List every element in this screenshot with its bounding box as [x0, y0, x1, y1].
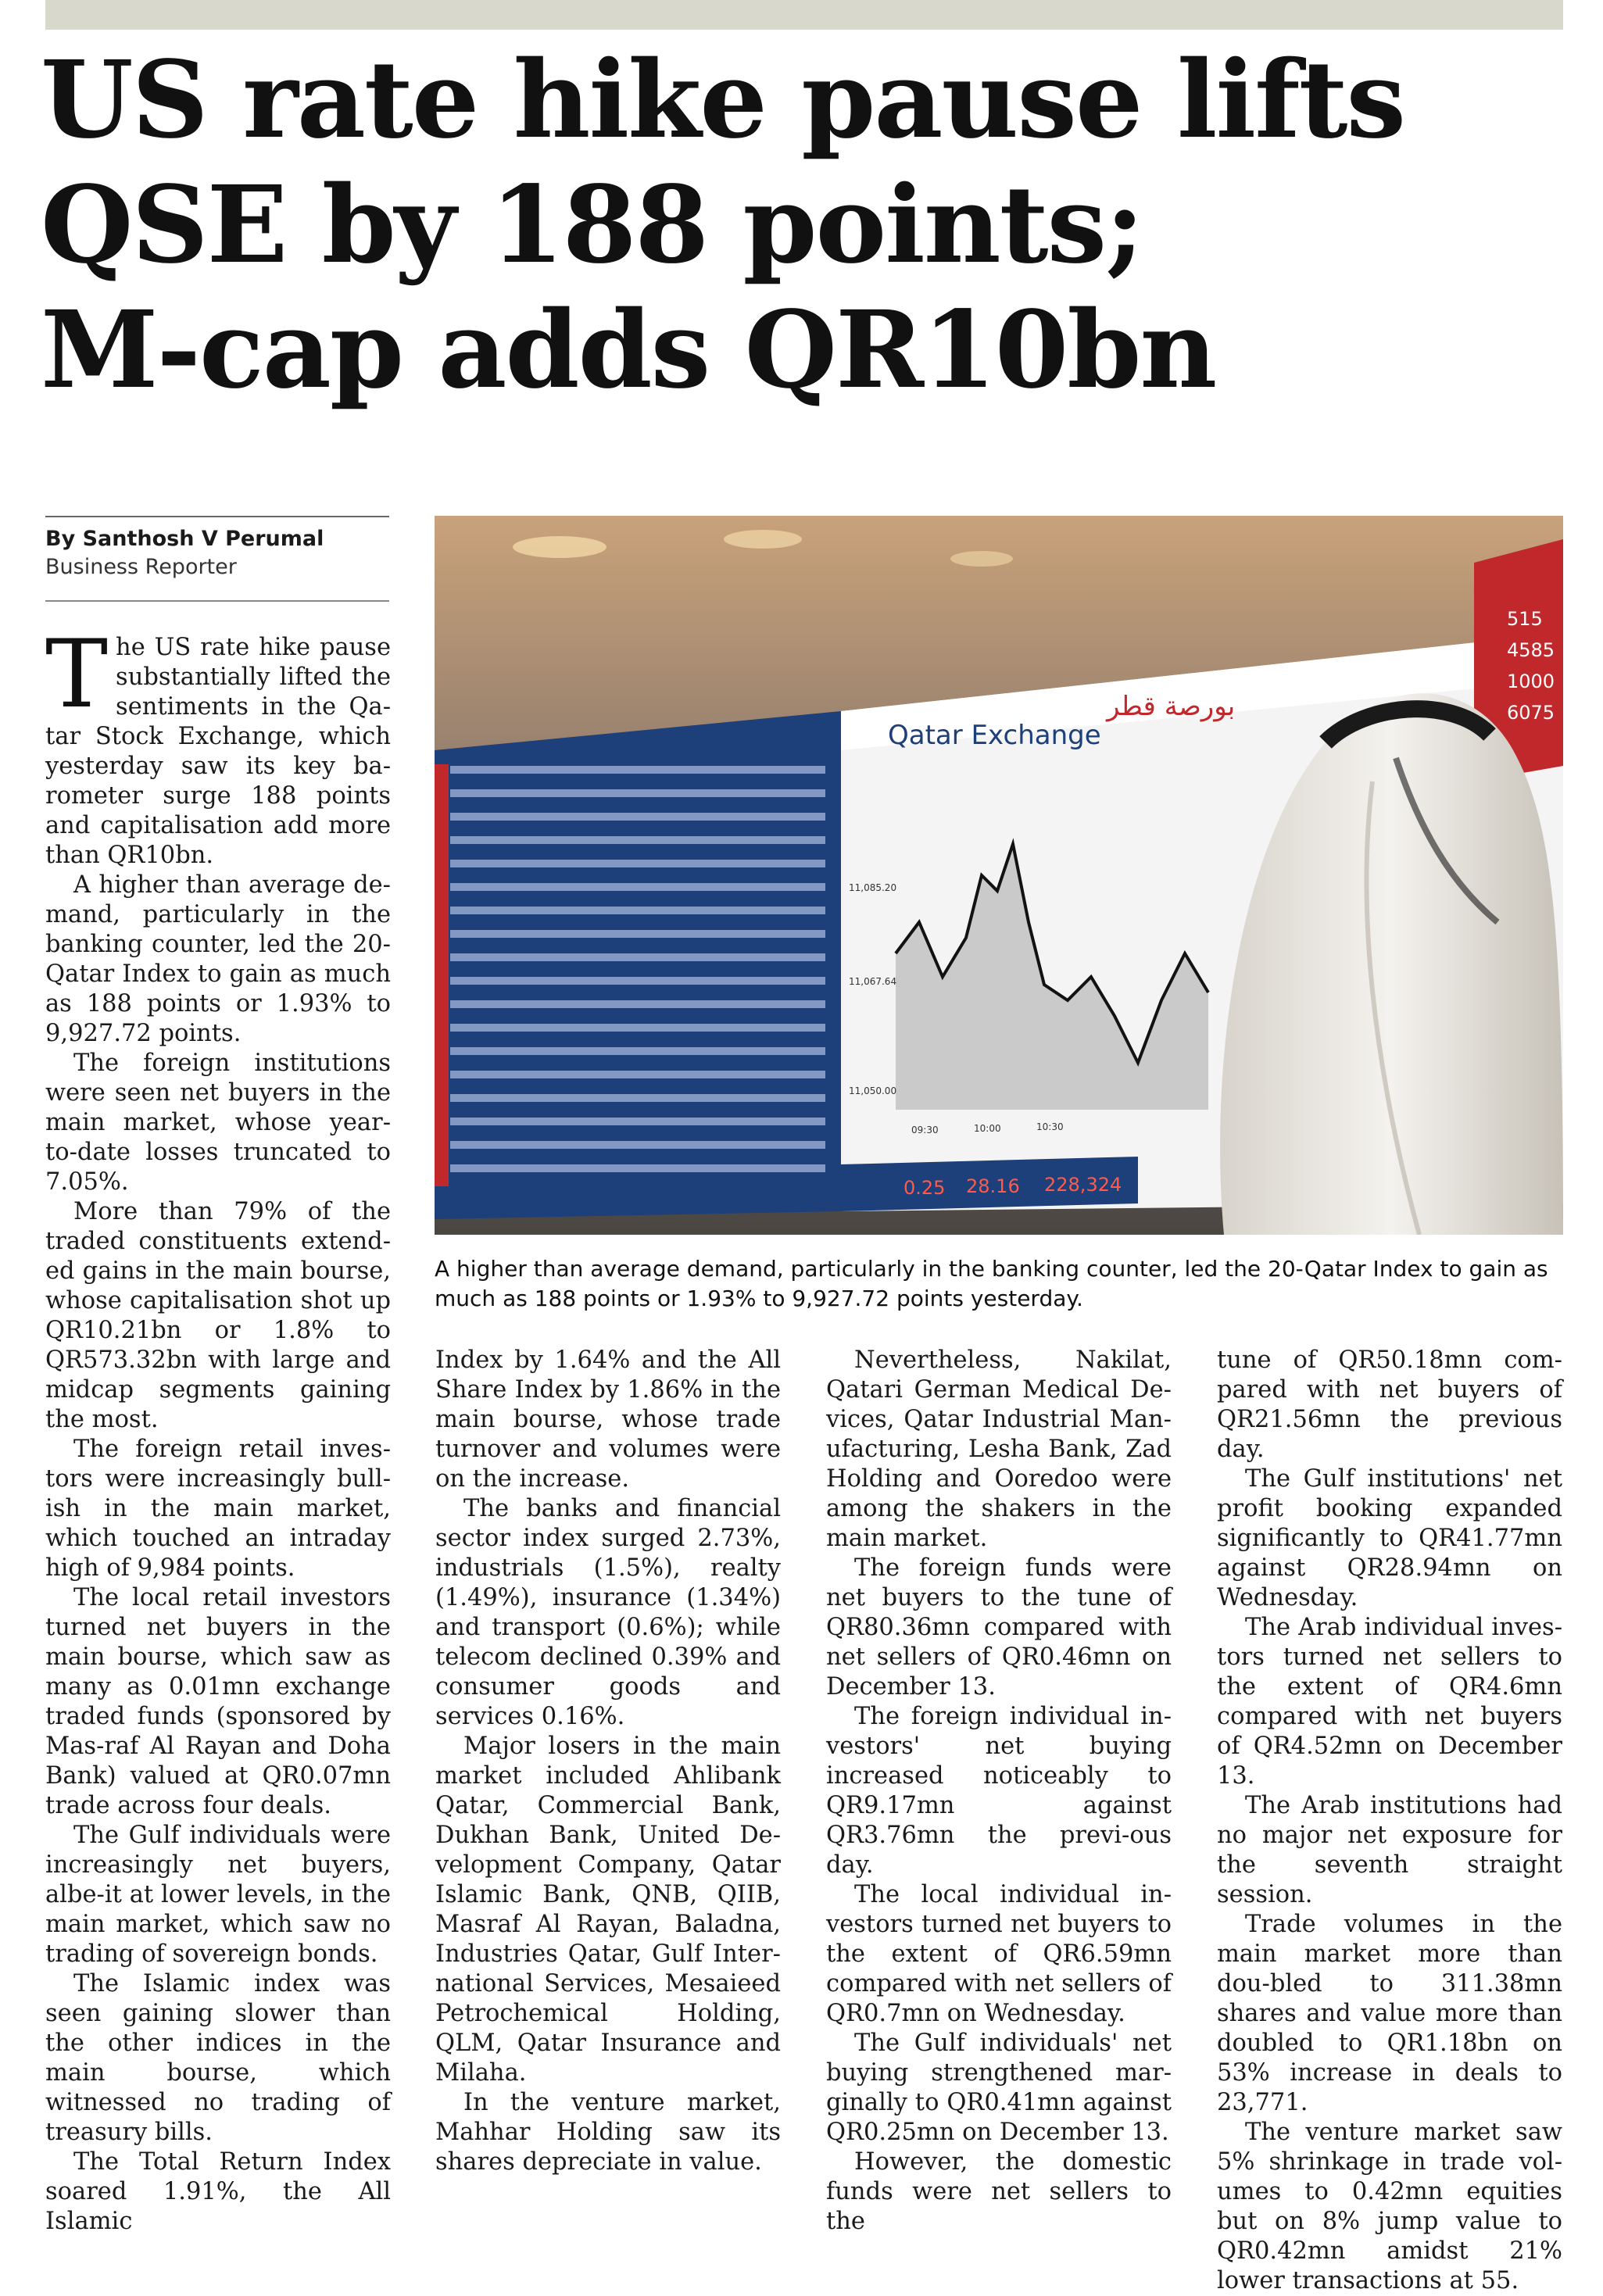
- bottom-value-2: 28.16: [966, 1175, 1020, 1197]
- paragraph: The Islamic index was seen gaining slower than the other indices in the main bourse, which witnessed no trading of treasury bills.: [45, 1970, 391, 2146]
- headline-line-1: US rate hike pause lifts: [41, 38, 1405, 163]
- axis-value-2: 11,067.64: [849, 976, 897, 987]
- article-column-4: [1217, 1346, 1562, 2296]
- paragraph: The foreign retail inves-tors were increasingly bull-ish in the main market, which touched an intraday high of 9,984 points.: [45, 1436, 391, 1582]
- paragraph: tune of QR50.18mn com-pared with net buyers of QR21.56mn the previous day.: [1217, 1346, 1562, 1463]
- paragraph: The Gulf institutions' net profit booking expanded significantly to QR41.77mn against QR28.94mn on Wednesday.: [1217, 1465, 1562, 1611]
- author-name: By Santhosh V Perumal: [45, 527, 324, 551]
- article-column-1: [45, 620, 391, 2237]
- headline: [41, 38, 1573, 413]
- paragraph: The foreign institutions were seen net buyers in the main market, whose year-to-date losses truncated to 7.05%.: [45, 1050, 391, 1196]
- drop-cap: T: [45, 620, 109, 729]
- stock-exchange-photo: [435, 516, 1563, 1235]
- paragraph: Trade volumes in the main market more than dou-bled to 311.38mn shares and value more than doubled to QR1.18bn on 53% increase in deals to 23,771.: [1217, 1911, 1562, 2116]
- paragraph: The Arab individual inves-tors turned net sellers to the extent of QR4.6mn compared with net buyers of QR4.52mn on December 13.: [1217, 1614, 1562, 1790]
- paragraph: A higher than average de-mand, particularly in the banking counter, led the 20-Qatar Index to gain as much as 188 points or 1.93% to 9,927.72 points.: [45, 871, 391, 1047]
- right-value-1: 515: [1507, 608, 1543, 630]
- right-value-3: 1000: [1507, 671, 1555, 692]
- byline: [45, 525, 389, 581]
- paragraph: The local individual in-vestors turned net buyers to the extent of QR6.59mn compared with net sellers of QR0.7mn on Wednesday.: [826, 1881, 1172, 2027]
- paragraph: The Arab institutions had no major net exposure for the seventh straight session.: [1217, 1792, 1562, 1908]
- photo-caption: A higher than average demand, particularly in the banking counter, led the 20-Qatar Index to gain as much as 188 points or 1.93% to 9,927.72 points yesterday.: [435, 1256, 1548, 1311]
- photo-illustration: [435, 516, 1563, 1235]
- paragraph: The foreign individual in-vestors' net buying increased noticeably to QR9.17mn against QR3.76mn the previ-ous day.: [826, 1703, 1172, 1879]
- paragraph: Major losers in the main market included Ahlibank Qatar, Commercial Bank, Dukhan Bank, United De-velopment Company, Qatar Islamic Bank, QNB, QIIB, Masraf Al Rayan, Baladna, Industries Qatar, Gulf Inter-national Services, Mesaieed Petrochemical Holding, QLM, Qatar Insurance and Milaha.: [435, 1733, 781, 2087]
- paragraph: However, the domestic funds were net sellers to the: [826, 2148, 1172, 2235]
- paragraph: The foreign funds were net buyers to the tune of QR80.36mn compared with net sellers of QR0.46mn on December 13.: [826, 1554, 1172, 1701]
- bottom-value-3: 228,324: [1044, 1174, 1122, 1196]
- paragraph-1: [45, 620, 391, 871]
- byline-bottom-rule: [45, 600, 389, 602]
- paragraph: The Total Return Index soared 1.91%, the All Islamic: [45, 2148, 391, 2235]
- paragraph: The Gulf individuals were increasingly net buyers, albe-it at lower levels, in the main market, which saw no trading of sovereign bonds.: [45, 1822, 391, 1968]
- paragraph: The local retail investors turned net buyers in the main bourse, which saw as many as 0.01mn exchange traded funds (sponsored by Mas-raf Al Rayan and Doha Bank) valued at QR0.07mn trade across four deals.: [45, 1584, 391, 1819]
- paragraph: The Gulf individuals' net buying strengthened mar-ginally to QR0.41mn against QR0.25mn on December 13.: [826, 2030, 1172, 2146]
- article-column-2: [435, 1346, 781, 2177]
- bottom-value-1: 0.25: [903, 1177, 946, 1199]
- time-label-1: 09:30: [911, 1125, 939, 1135]
- screen-arabic-label: بورصة قطر: [1107, 691, 1236, 722]
- article-column-3: [826, 1346, 1172, 2237]
- headline-line-2: QSE by 188 points;: [41, 163, 1143, 288]
- byline-top-rule: [45, 516, 389, 517]
- paragraph: The banks and financial sector index surged 2.73%, industrials (1.5%), realty (1.49%), insurance (1.34%) and transport (0.6%); while telecom declined 0.39% and consumer goods and services 0.16%.: [435, 1495, 781, 1730]
- axis-value-3: 11,050.00: [849, 1085, 897, 1096]
- right-value-4: 6075: [1507, 702, 1555, 724]
- time-label-2: 10:00: [974, 1123, 1001, 1134]
- paragraph-1-text: he US rate hike pause substantially lifted the sentiments in the Qa-tar Stock Exchange, which yesterday saw its key ba-rometer surge 188 points and capitalisation add more than QR10bn.: [45, 634, 391, 869]
- author-role: Business Reporter: [45, 555, 237, 579]
- top-color-bar: [45, 0, 1563, 30]
- right-value-2: 4585: [1507, 639, 1555, 661]
- paragraph: Index by 1.64% and the All Share Index by 1.86% in the main bourse, whose trade turnover and volumes were on the increase.: [435, 1346, 781, 1493]
- paragraph: The venture market saw 5% shrinkage in trade vol-umes to 0.42mn equities but on 8% jump value to QR0.42mn amidst 21% lower transactions at 55.: [1217, 2119, 1562, 2294]
- paragraph: In the venture market, Mahhar Holding saw its shares depreciate in value.: [435, 2089, 781, 2176]
- axis-value-1: 11,085.20: [849, 882, 897, 893]
- headline-line-3: M-cap adds QR10bn: [41, 288, 1216, 413]
- paragraph: Nevertheless, Nakilat, Qatari German Medical De-vices, Qatar Industrial Man-ufacturing, Lesha Bank, Zad Holding and Ooredoo were among the shakers in the main market.: [826, 1346, 1172, 1552]
- time-label-3: 10:30: [1036, 1121, 1064, 1132]
- screen-label: Qatar Exchange: [888, 720, 1101, 751]
- paragraph: More than 79% of the traded constituents extend-ed gains in the main bourse, whose capitalisation shot up QR10.21bn or 1.8% to QR573.32bn with large and midcap segments gaining the most.: [45, 1198, 391, 1433]
